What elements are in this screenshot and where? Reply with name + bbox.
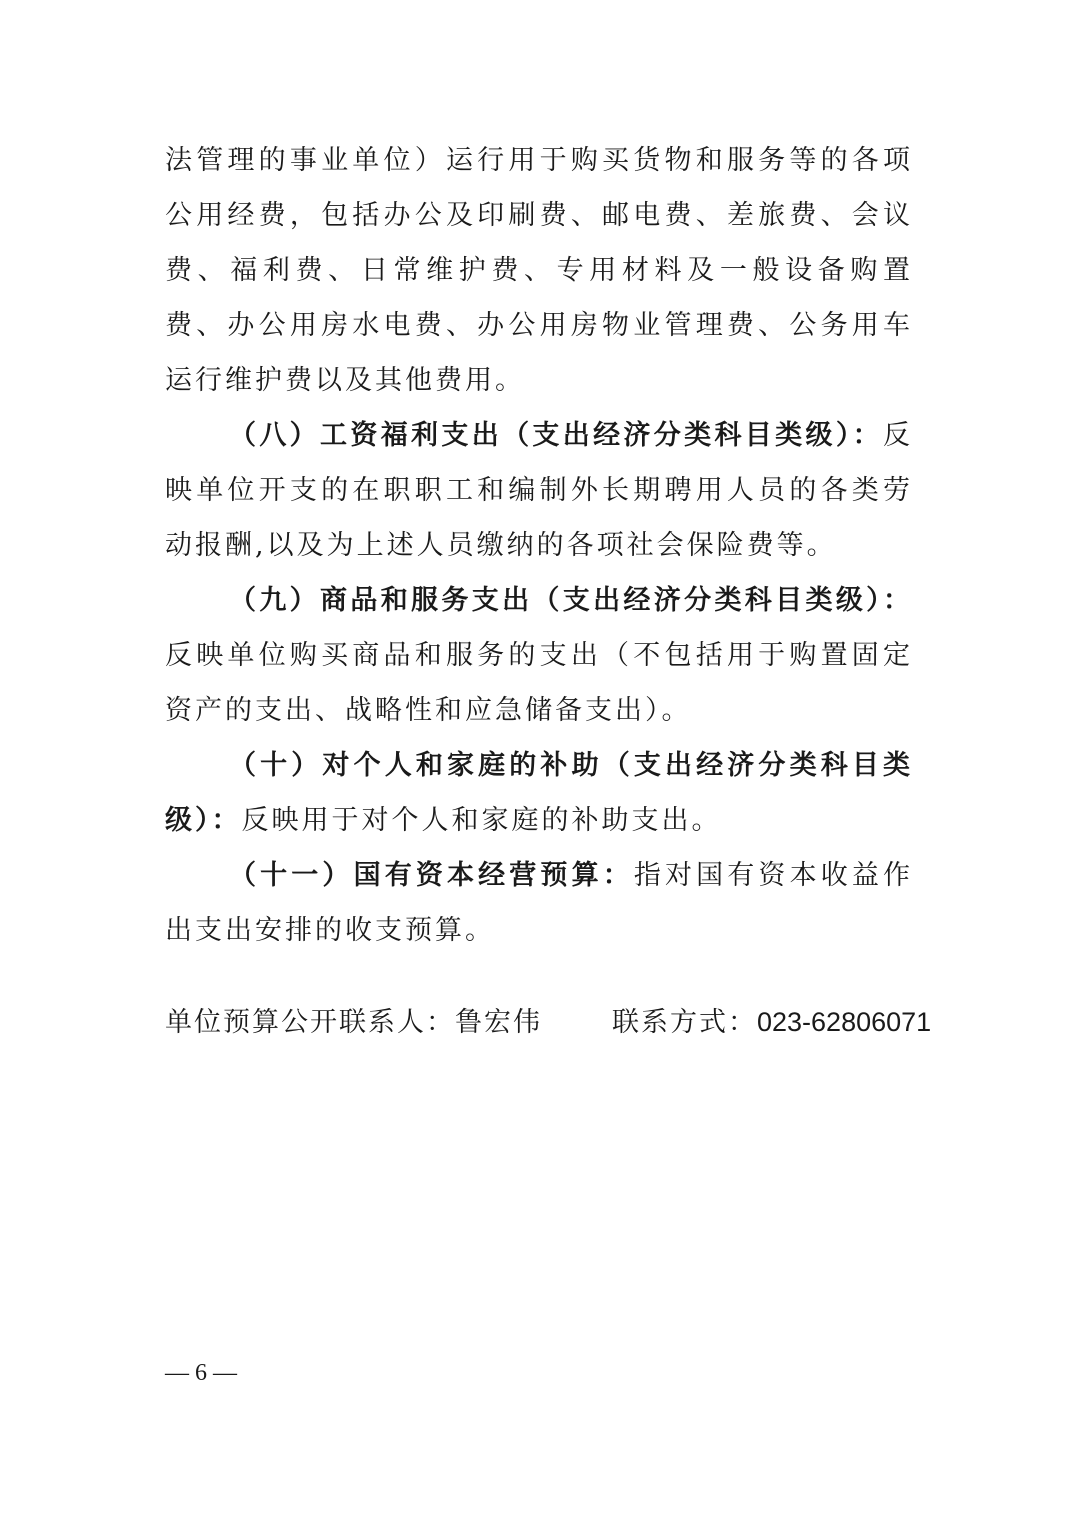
- document-body: [165, 133, 913, 958]
- paragraph-text: 反映单位购买商品和服务的支出（不包括用于购置固定资产的支出、战略性和应急储备支出）。: [165, 640, 913, 726]
- contact-method-label: 联系方式：: [612, 1007, 757, 1038]
- contact-line: [165, 995, 932, 1050]
- paragraph-heading: （八）工资福利支出（支出经济分类科目类级）：: [229, 420, 883, 451]
- contact-person-label: 单位预算公开联系人：: [165, 1007, 455, 1038]
- paragraph-text: 法管理的事业单位）运行用于购买货物和服务等的各项公用经费，包括办公及印刷费、邮电费、差旅费、会议费、福利费、日常维护费、专用材料及一般设备购置费、办公用房水电费、办公用房物业管理费、公务用车运行维护费以及其他费用。: [165, 145, 913, 396]
- paragraph-heading: （十一）国有资本经营预算：: [229, 860, 634, 891]
- contact-phone: 023-62806071: [757, 1007, 932, 1037]
- paragraph-household-subsidy: [165, 738, 913, 848]
- page-number: — 6 —: [165, 1360, 237, 1386]
- paragraph-salary-welfare: [165, 408, 913, 573]
- paragraph-heading: （九）商品和服务支出（支出经济分类科目类级）：: [229, 585, 913, 616]
- paragraph-continued-expenses: [165, 133, 913, 408]
- paragraph-text: 反映用于对个人和家庭的补助支出。: [241, 805, 722, 836]
- paragraph-state-capital-budget: [165, 848, 913, 958]
- paragraph-goods-services: [165, 573, 913, 738]
- paragraph-text: 反映单位开支的在职职工和编制外长期聘用人员的各类劳动报酬,以及为上述人员缴纳的各项社会保险费等。: [165, 420, 913, 561]
- paragraph-text: 指对国有资本收益作出支出安排的收支预算。: [165, 860, 914, 946]
- paragraph-heading: （十）对个人和家庭的补助（支出经济分类科目类级）：: [165, 750, 913, 836]
- contact-person-name: 鲁宏伟: [455, 1007, 542, 1038]
